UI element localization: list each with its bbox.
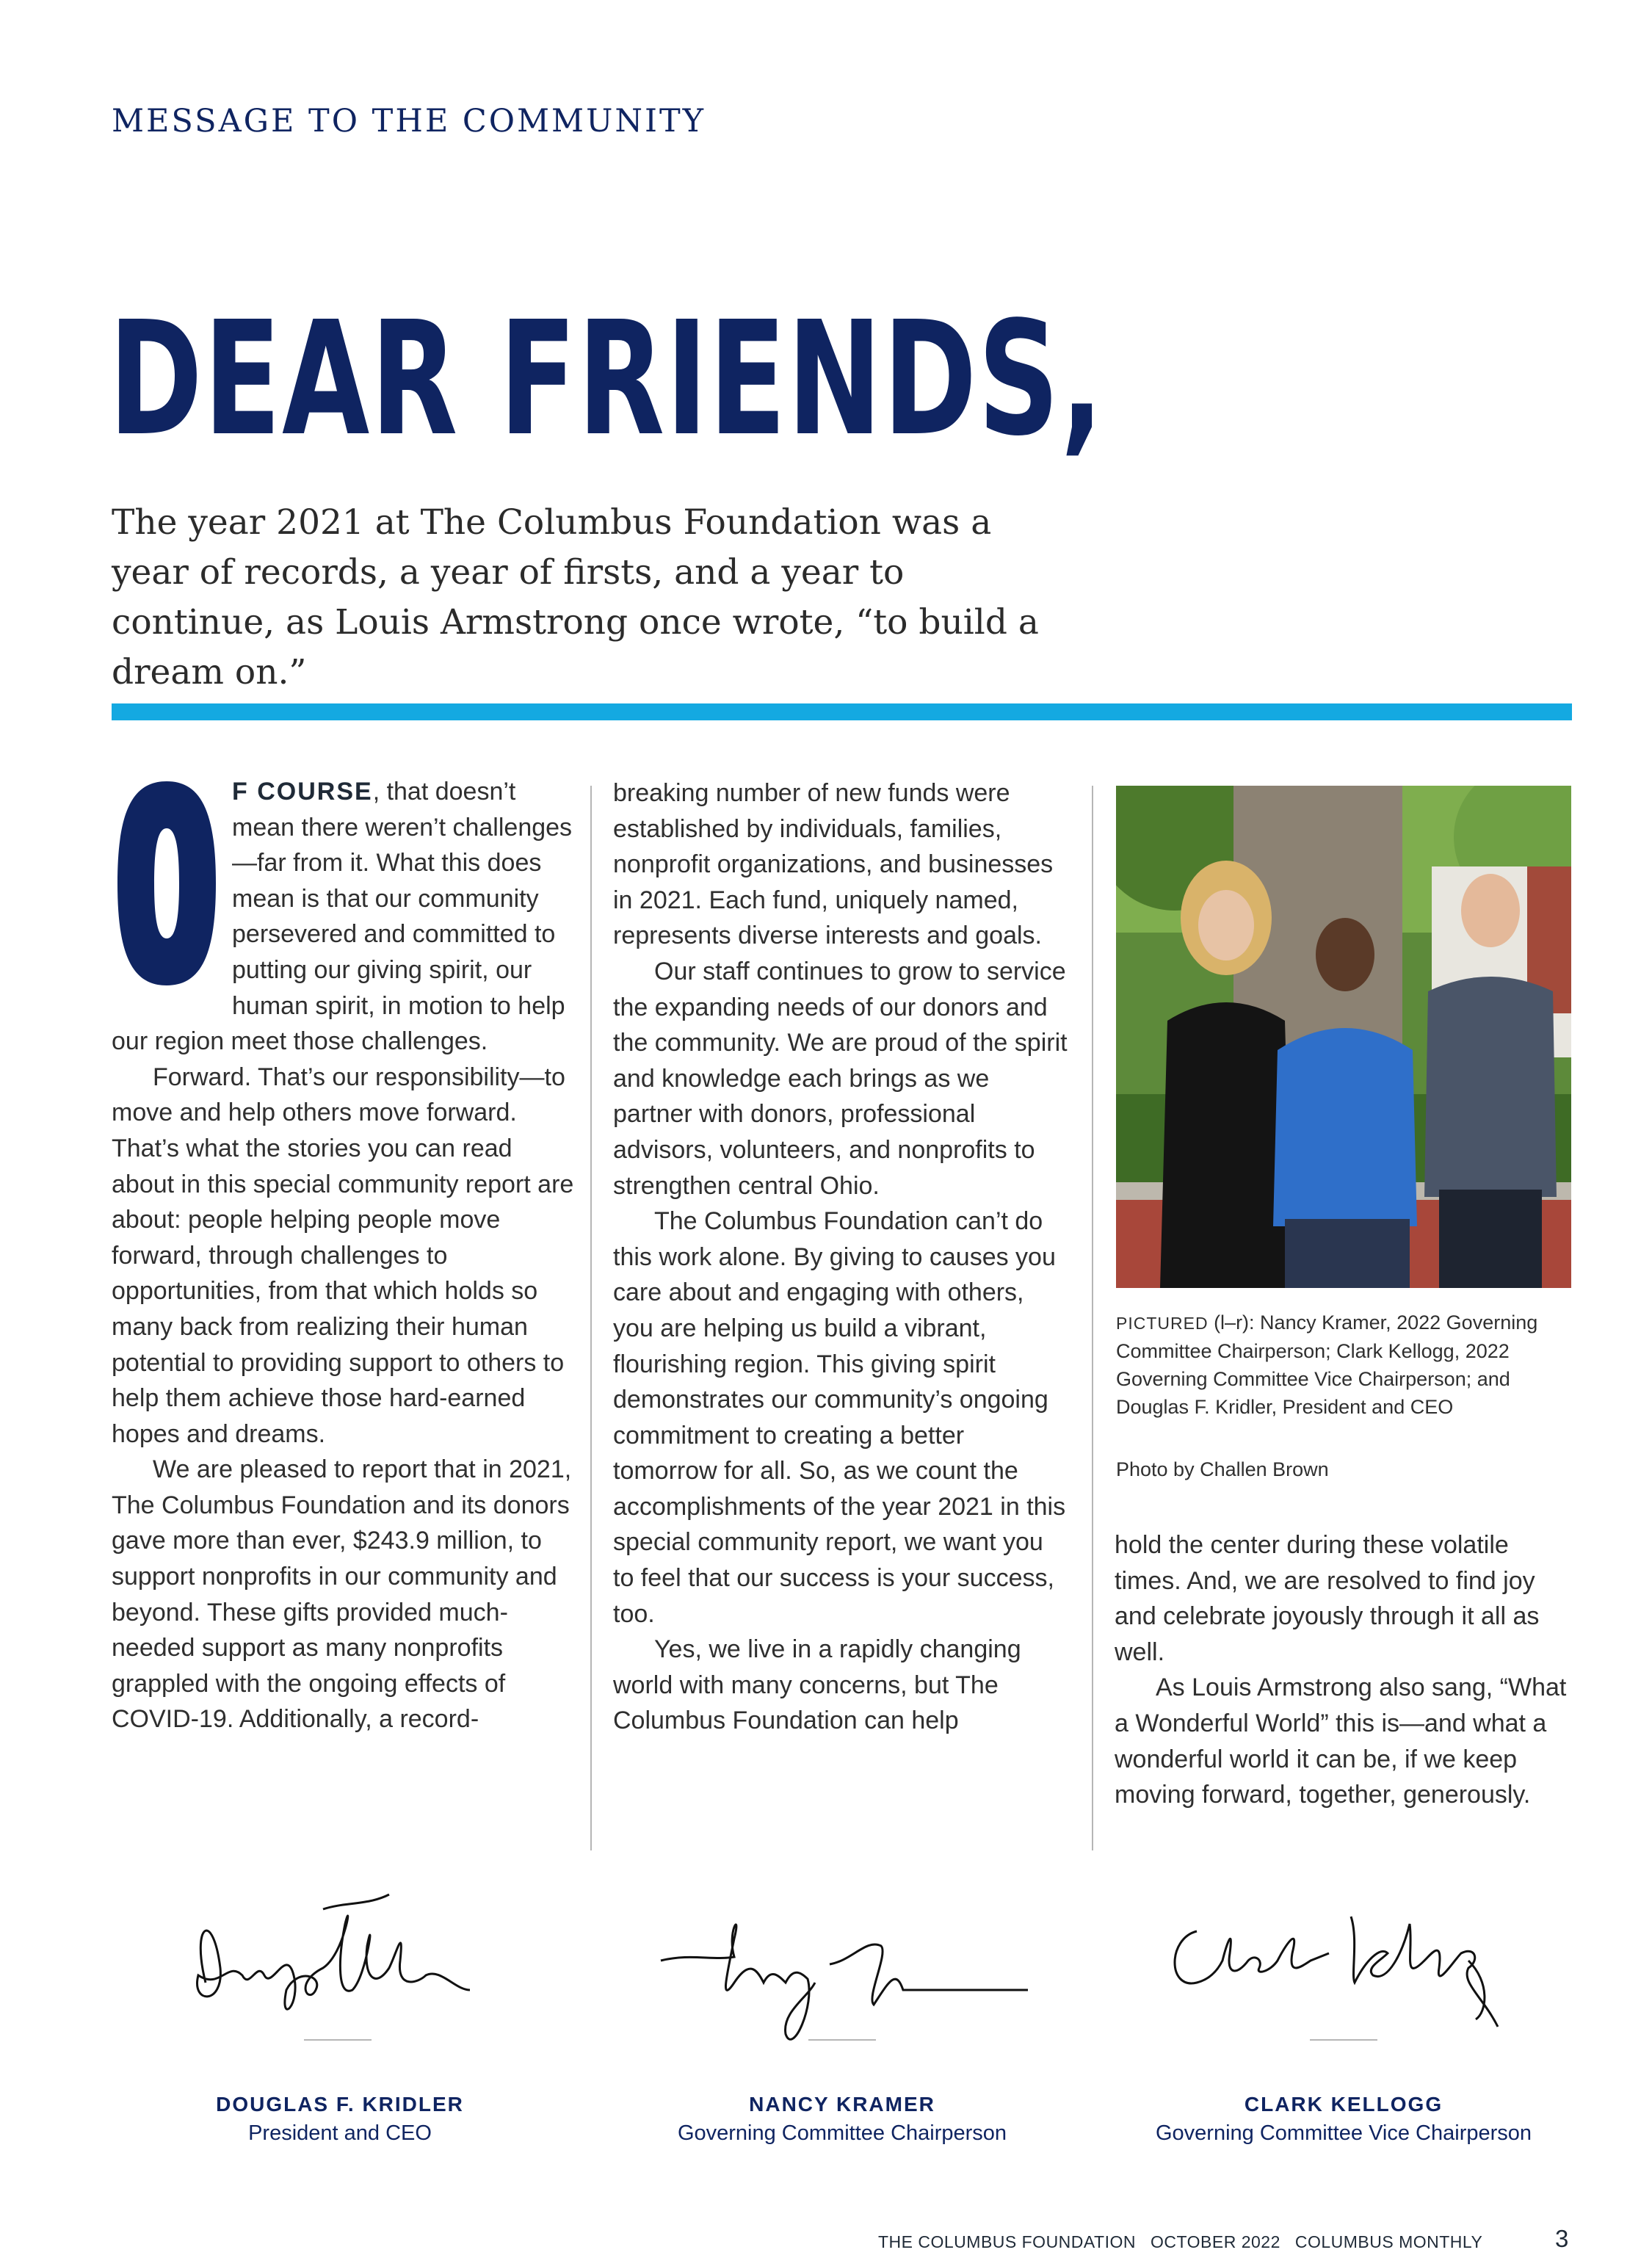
- signature-rule-3: [1310, 2039, 1377, 2041]
- signer-role: Governing Committee Chairperson: [677, 2121, 1007, 2145]
- paragraph-5: Our staff continues to grow to service the expanding needs of our donors and the community. We are proud of the spirit and knowledge each brings as we partner with donors, professional advisors, volunteers, and nonprofits to strengthen central Ohio.: [613, 957, 1068, 1200]
- section-label: MESSAGE TO THE COMMUNITY: [112, 103, 706, 140]
- photo-credit: Photo by Challen Brown: [1116, 1458, 1329, 1480]
- body-column-1: [112, 774, 574, 1737]
- signer-name: NANCY KRAMER: [749, 2093, 935, 2116]
- photo-caption: [1116, 1309, 1571, 1421]
- signer-name: CLARK KELLOGG: [1244, 2093, 1443, 2116]
- page-footer: [878, 2232, 1497, 2252]
- paragraph-2: Forward. That’s our responsibility—to move and help others move forward. That’s what the stories you can read about in this special community report are about: people helping people move forward, through challenges to opportunities, from that which holds so many back from realizing their human potential to providing support to others to help them achieve those hard-earned hopes and dreams.: [112, 1063, 574, 1448]
- leaders-photo: [1116, 786, 1571, 1288]
- drop-cap-o-icon: [112, 777, 222, 990]
- signer-role: Governing Committee Vice Chairperson: [1155, 2121, 1532, 2145]
- paragraph-1-text: , that doesn’t mean there weren’t challenges—far from it. What this does mean is that our community persevered and committed to putting our giving spirit, our human spirit, in motion to help our region meet those challenges.: [112, 778, 573, 1056]
- signature-rule-2: [808, 2039, 876, 2041]
- caption-label: PICTURED: [1116, 1314, 1209, 1333]
- accent-divider: [112, 703, 1572, 720]
- signature-nancy-kramer: [646, 1880, 1043, 2056]
- column-divider-2: [1092, 786, 1093, 1850]
- leaders-photo-image: [1116, 786, 1571, 1288]
- signature-clark-kellogg: [1153, 1880, 1520, 2056]
- footer-org: THE COLUMBUS FOUNDATION: [878, 2232, 1136, 2251]
- signer-block-3: [1087, 2090, 1601, 2147]
- footer-publication: COLUMBUS MONTHLY: [1294, 2232, 1483, 2251]
- footer-date: OCTOBER 2022: [1150, 2232, 1280, 2251]
- signer-name: DOUGLAS F. KRIDLER: [216, 2093, 464, 2116]
- signature-rule-1: [304, 2039, 372, 2041]
- signer-block-2: [585, 2090, 1099, 2147]
- caption-text: (l–r): Nancy Kramer, 2022 Governing Committee Chairperson; Clark Kellogg, 2022 Governing Committee Vice Chairperson; and Douglas F. Kridler, President and CEO: [1116, 1311, 1538, 1418]
- signer-role: President and CEO: [248, 2121, 432, 2145]
- paragraph-6: The Columbus Foundation can’t do this work alone. By giving to causes you care about and engaging with others, you are helping us build a vibrant, flourishing region. This giving spirit demonstrates our community’s ongoing commitment to creating a better tomorrow for all. So, as we count the accomplishments of the year 2021 in this special community report, we want you to feel that our success is your success, too.: [613, 1207, 1066, 1628]
- paragraph-8: hold the center during these volatile times. And, we are resolved to find joy and celebrate joyously through it all as well.: [1115, 1531, 1540, 1666]
- signer-block-1: [83, 2090, 597, 2147]
- paragraph-9: As Louis Armstrong also sang, “What a Wonderful World” this is—and what a wonderful world it can be, if we keep moving forward, together, generously.: [1115, 1673, 1567, 1809]
- column-divider-1: [590, 786, 592, 1850]
- paragraph-7: Yes, we live in a rapidly changing world with many concerns, but The Columbus Foundation can help: [613, 1635, 1021, 1735]
- page-number: 3: [1555, 2225, 1569, 2252]
- body-column-3: [1115, 1527, 1570, 1813]
- intro-paragraph: The year 2021 at The Columbus Foundation was a year of records, a year of firsts, and a year to continue, as Louis Armstrong once wrote, “to build a dream on.”: [112, 502, 1039, 692]
- paragraph-4: breaking number of new funds were established by individuals, families, nonprofit organizations, and businesses in 2021. Each fund, uniquely named, represents diverse interests and goals.: [613, 779, 1054, 950]
- lead-in: F COURSE: [232, 778, 373, 806]
- page-headline: DEAR FRIENDS,: [109, 288, 1105, 471]
- signature-douglas-kridler: [176, 1880, 492, 2056]
- body-column-2: [613, 775, 1068, 1739]
- paragraph-3: We are pleased to report that in 2021, The Columbus Foundation and its donors gave more than ever, $243.9 million, to support nonprofits in our community and beyond. These gifts provided much-needed support as many nonprofits grappled with the ongoing effects of COVID-19. Additionally, a record-: [112, 1455, 572, 1734]
